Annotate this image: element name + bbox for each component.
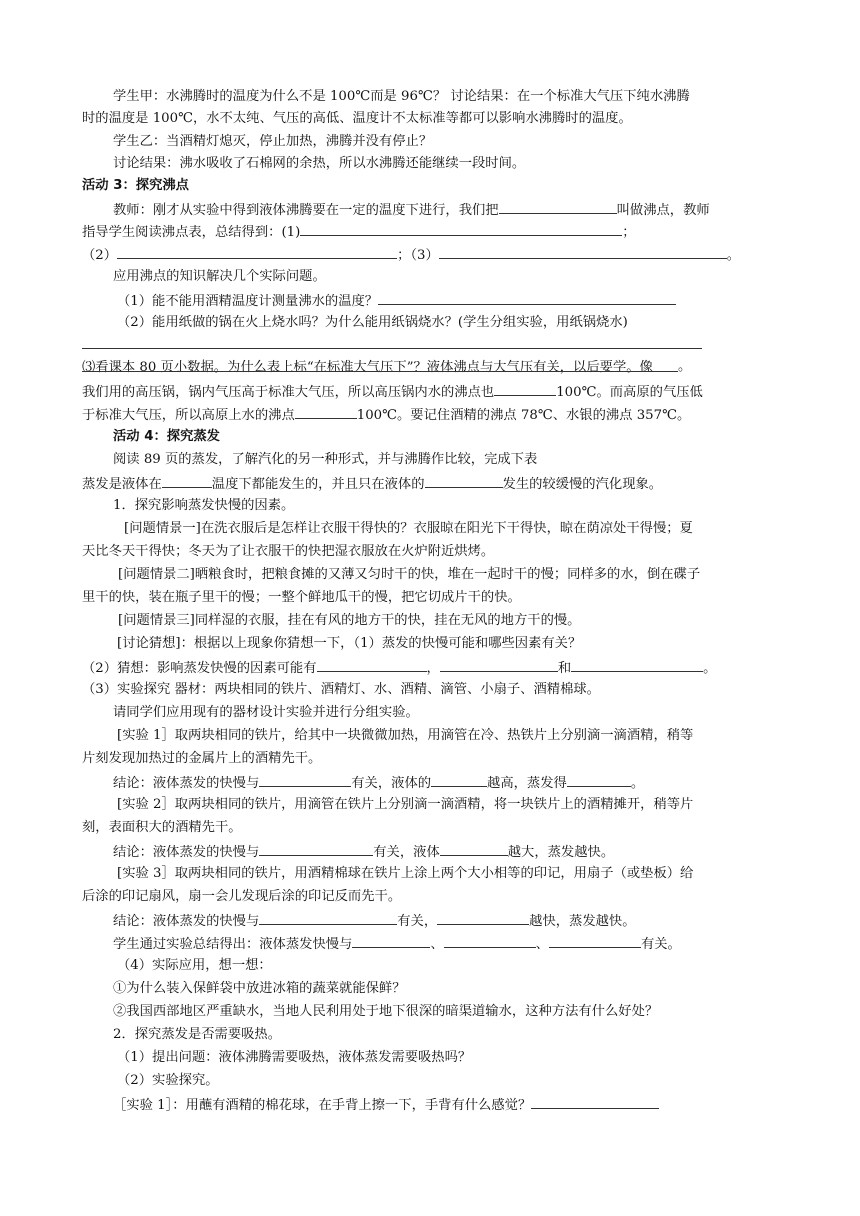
fill-in-blank[interactable] <box>117 243 397 259</box>
text-segment: 有关， <box>397 914 438 929</box>
text-line: [实验 3］取两块相同的铁片，用酒精棉球在铁片上涂上两个大小相等的印记，用扇子（或垫板）给 <box>117 866 694 881</box>
text-segment: 指导学生阅读沸点表，总结得到：(1) <box>82 225 301 240</box>
section-heading: 活动 4：探究蒸发 <box>113 429 220 444</box>
text-segment: 于标准大气压，所以高原上水的沸点 <box>82 408 295 423</box>
text-line: ①为什么装入保鲜袋中放进冰箱的蔬菜就能保鲜？ <box>113 981 406 996</box>
text-segment: 越快，蒸发越快。 <box>529 914 636 929</box>
text-segment: 和 <box>557 661 572 676</box>
fill-in-blank[interactable] <box>259 909 397 925</box>
text-segment: 结论：液体蒸发的快慢与 <box>113 776 260 791</box>
text-segment: 学生通过实验总结得出：液体蒸发快慢与 <box>113 937 353 952</box>
fill-in-blank[interactable] <box>499 198 617 214</box>
text-line: （3）实验探究 器材：两块相同的铁片、酒精灯、水、酒精、滴管、小扇子、酒精棉球。 <box>82 682 600 697</box>
text-segment: 蒸发是液体在 <box>82 477 162 492</box>
text-segment: ； <box>622 225 636 240</box>
text-line: 时的温度是 100℃，水不太纯、气压的高低、温度计不太标准等都可以影响水沸腾时的温度。 <box>82 111 632 126</box>
text-line: 里干的快，装在瓶子里干的慢；一整个鲜地瓜干的慢，把它切成片干的快。 <box>82 590 521 605</box>
fill-in-blank[interactable] <box>162 472 212 488</box>
text-line: 应用沸点的知识解决几个实际问题。 <box>113 269 326 284</box>
fill-in-blank[interactable] <box>444 932 536 948</box>
text-line: [实验 2］取两块相同的铁片，用滴管在铁片上分别滴一滴酒精，将一块铁片上的酒精摊开，稍等片 <box>117 797 694 812</box>
text-line: （1）提出问题：液体沸腾需要吸热，液体蒸发需要吸热吗？ <box>117 1050 472 1065</box>
text-segment: 结论：液体蒸发的快慢与 <box>113 845 260 860</box>
fill-in-blank[interactable] <box>437 909 529 925</box>
text-segment: 温度下都能发生的，并且只在液体的 <box>211 477 425 492</box>
text-segment: 有关。 <box>640 937 681 952</box>
text-segment: ［实验 1］：用蘸有酒精的棉花球，在手背上擦一下，手背有什么感觉？ <box>113 1098 532 1113</box>
text-segment: 。 <box>703 661 717 676</box>
fill-in-blank[interactable] <box>317 656 427 672</box>
text-line <box>82 380 703 404</box>
text-line: 阅读 89 页的蒸发，了解汽化的另一种形式，并与沸腾作比较，完成下表 <box>113 452 538 467</box>
text-segment: 叫做沸点，教师 <box>616 203 710 218</box>
end-mark: 。 <box>678 359 692 374</box>
text-segment: ；（3） <box>397 248 439 263</box>
text-segment: 有关，液体 <box>373 845 440 860</box>
fill-in-blank[interactable] <box>352 932 430 948</box>
fill-in-blank[interactable] <box>567 771 631 787</box>
text-line <box>113 771 644 795</box>
fill-in-blank[interactable] <box>425 472 503 488</box>
text-line: （4）实际应用，想一想： <box>117 958 272 973</box>
text-segment: 我们用的高压锅，锅内气压高于标准大气压，所以高压锅内水的沸点也 <box>82 385 495 400</box>
text-segment: 。 <box>726 248 741 263</box>
fill-in-blank[interactable] <box>549 932 641 948</box>
text-line <box>82 472 662 496</box>
text-line <box>82 243 740 267</box>
text-segment: 结论：液体蒸发的快慢与 <box>113 914 260 929</box>
text-segment: 、 <box>430 937 444 952</box>
text-line: [讨论猜想]：根据以上现象你猜想一下，（1）蒸发的快慢可能和哪些因素有关？ <box>117 636 582 651</box>
text-line: 学生甲：水沸腾时的温度为什么不是 100℃而是 96℃？ 讨论结果：在一个标准大气压下纯水沸腾 <box>113 89 690 104</box>
fill-in-blank[interactable] <box>440 656 558 672</box>
text-line <box>82 220 636 244</box>
text-line: 刻，表面积大的酒精先干。 <box>82 820 242 835</box>
text-line <box>113 909 636 933</box>
text-line <box>113 1093 659 1117</box>
text-line: ⑶看课本 80 页小数据。为什么表上标“在标准大气压下”？液体沸点与大气压有关，以后要学。像 <box>82 360 653 375</box>
text-line: [实验 1］取两块相同的铁片，给其中一块微微加热，用滴管在冷、热铁片上分别滴一滴酒精，稍等 <box>117 728 694 743</box>
text-segment: （2） <box>82 248 118 263</box>
text-line: 片刻发现加热过的金属片上的酒精先干。 <box>82 751 322 766</box>
text-line <box>113 198 710 222</box>
text-line: 1．探究影响蒸发快慢的因素。 <box>113 498 295 513</box>
text-segment: 100℃。要记住酒精的沸点 78℃、水银的沸点 357℃。 <box>356 408 691 423</box>
text-line: ②我国西部地区严重缺水，当地人民利用处于地下很深的暗渠道输水，这种方法有什么好处？ <box>113 1004 659 1019</box>
text-segment: 、 <box>535 937 549 952</box>
text-line: （2）能用纸做的锅在火上烧水吗？为什么能用纸锅烧水？(学生分组实验，用纸锅烧水) <box>117 315 628 330</box>
text-segment: （2）猜想：影响蒸发快慢的因素可能有 <box>82 661 317 676</box>
fill-in-blank[interactable] <box>439 243 727 259</box>
text-segment: 教师：刚才从实验中得到液体沸腾要在一定的温度下进行，我们把 <box>113 203 499 218</box>
fill-in-blank[interactable] <box>295 403 357 419</box>
text-segment: 。 <box>630 776 645 791</box>
fill-in-blank[interactable] <box>378 289 676 305</box>
answer-line[interactable] <box>82 348 702 349</box>
text-line: 后涂的印记扇风，扇一会儿发现后涂的印记反而先干。 <box>82 889 402 904</box>
fill-in-blank[interactable] <box>259 840 373 856</box>
text-line: 学生乙：当酒精灯熄灭，停止加热，沸腾并没有停止？ <box>113 134 433 149</box>
text-segment: 越大，蒸发越快。 <box>507 845 615 860</box>
text-segment: 发生的较缓慢的汽化现象。 <box>502 477 663 492</box>
text-segment: 有关，液体的 <box>351 776 432 791</box>
text-segment: 越高，蒸发得 <box>487 776 567 791</box>
section-heading: 活动 3：探究沸点 <box>82 178 189 193</box>
fill-in-blank[interactable] <box>531 1093 659 1109</box>
answer-line[interactable] <box>82 371 678 372</box>
text-segment: 100℃。而高原的气压低 <box>556 385 703 400</box>
text-line <box>117 289 676 313</box>
text-line <box>82 656 716 680</box>
fill-in-blank[interactable] <box>494 380 556 396</box>
text-line: [问题情景三]同样湿的衣服，挂在有风的地方干的快，挂在无风的地方干的慢。 <box>118 613 581 628</box>
text-segment: ， <box>426 661 440 676</box>
text-line <box>113 932 681 956</box>
text-line: 请同学们应用现有的器材设计实验并进行分组实验。 <box>113 705 419 720</box>
text-line <box>113 840 614 864</box>
fill-in-blank[interactable] <box>431 771 487 787</box>
fill-in-blank[interactable] <box>571 656 703 672</box>
text-line <box>82 403 690 427</box>
fill-in-blank[interactable] <box>300 220 622 236</box>
fill-in-blank[interactable] <box>259 771 351 787</box>
text-line: [问题情景二]晒粮食时，把粮食摊的又薄又匀时干的快，堆在一起时干的慢；同样多的水，倒在碟子 <box>118 567 701 582</box>
fill-in-blank[interactable] <box>440 840 508 856</box>
text-line: 讨论结果：沸水吸收了石棉网的余热，所以水沸腾还能继续一段时间。 <box>113 156 526 171</box>
text-line: [问题情景一]在洗衣服后是怎样让衣服干得快的？衣服晾在阳光下干得快，晾在荫凉处干得慢；夏 <box>124 521 693 536</box>
text-line: 天比冬天干得快；冬天为了让衣服干的快把湿衣服放在火炉附近烘烤。 <box>82 544 495 559</box>
text-line: （2）实验探究。 <box>117 1073 219 1088</box>
text-segment: （1）能不能用酒精温度计测量沸水的温度？ <box>117 294 379 309</box>
text-line: 2．探究蒸发是否需要吸热。 <box>113 1027 282 1042</box>
